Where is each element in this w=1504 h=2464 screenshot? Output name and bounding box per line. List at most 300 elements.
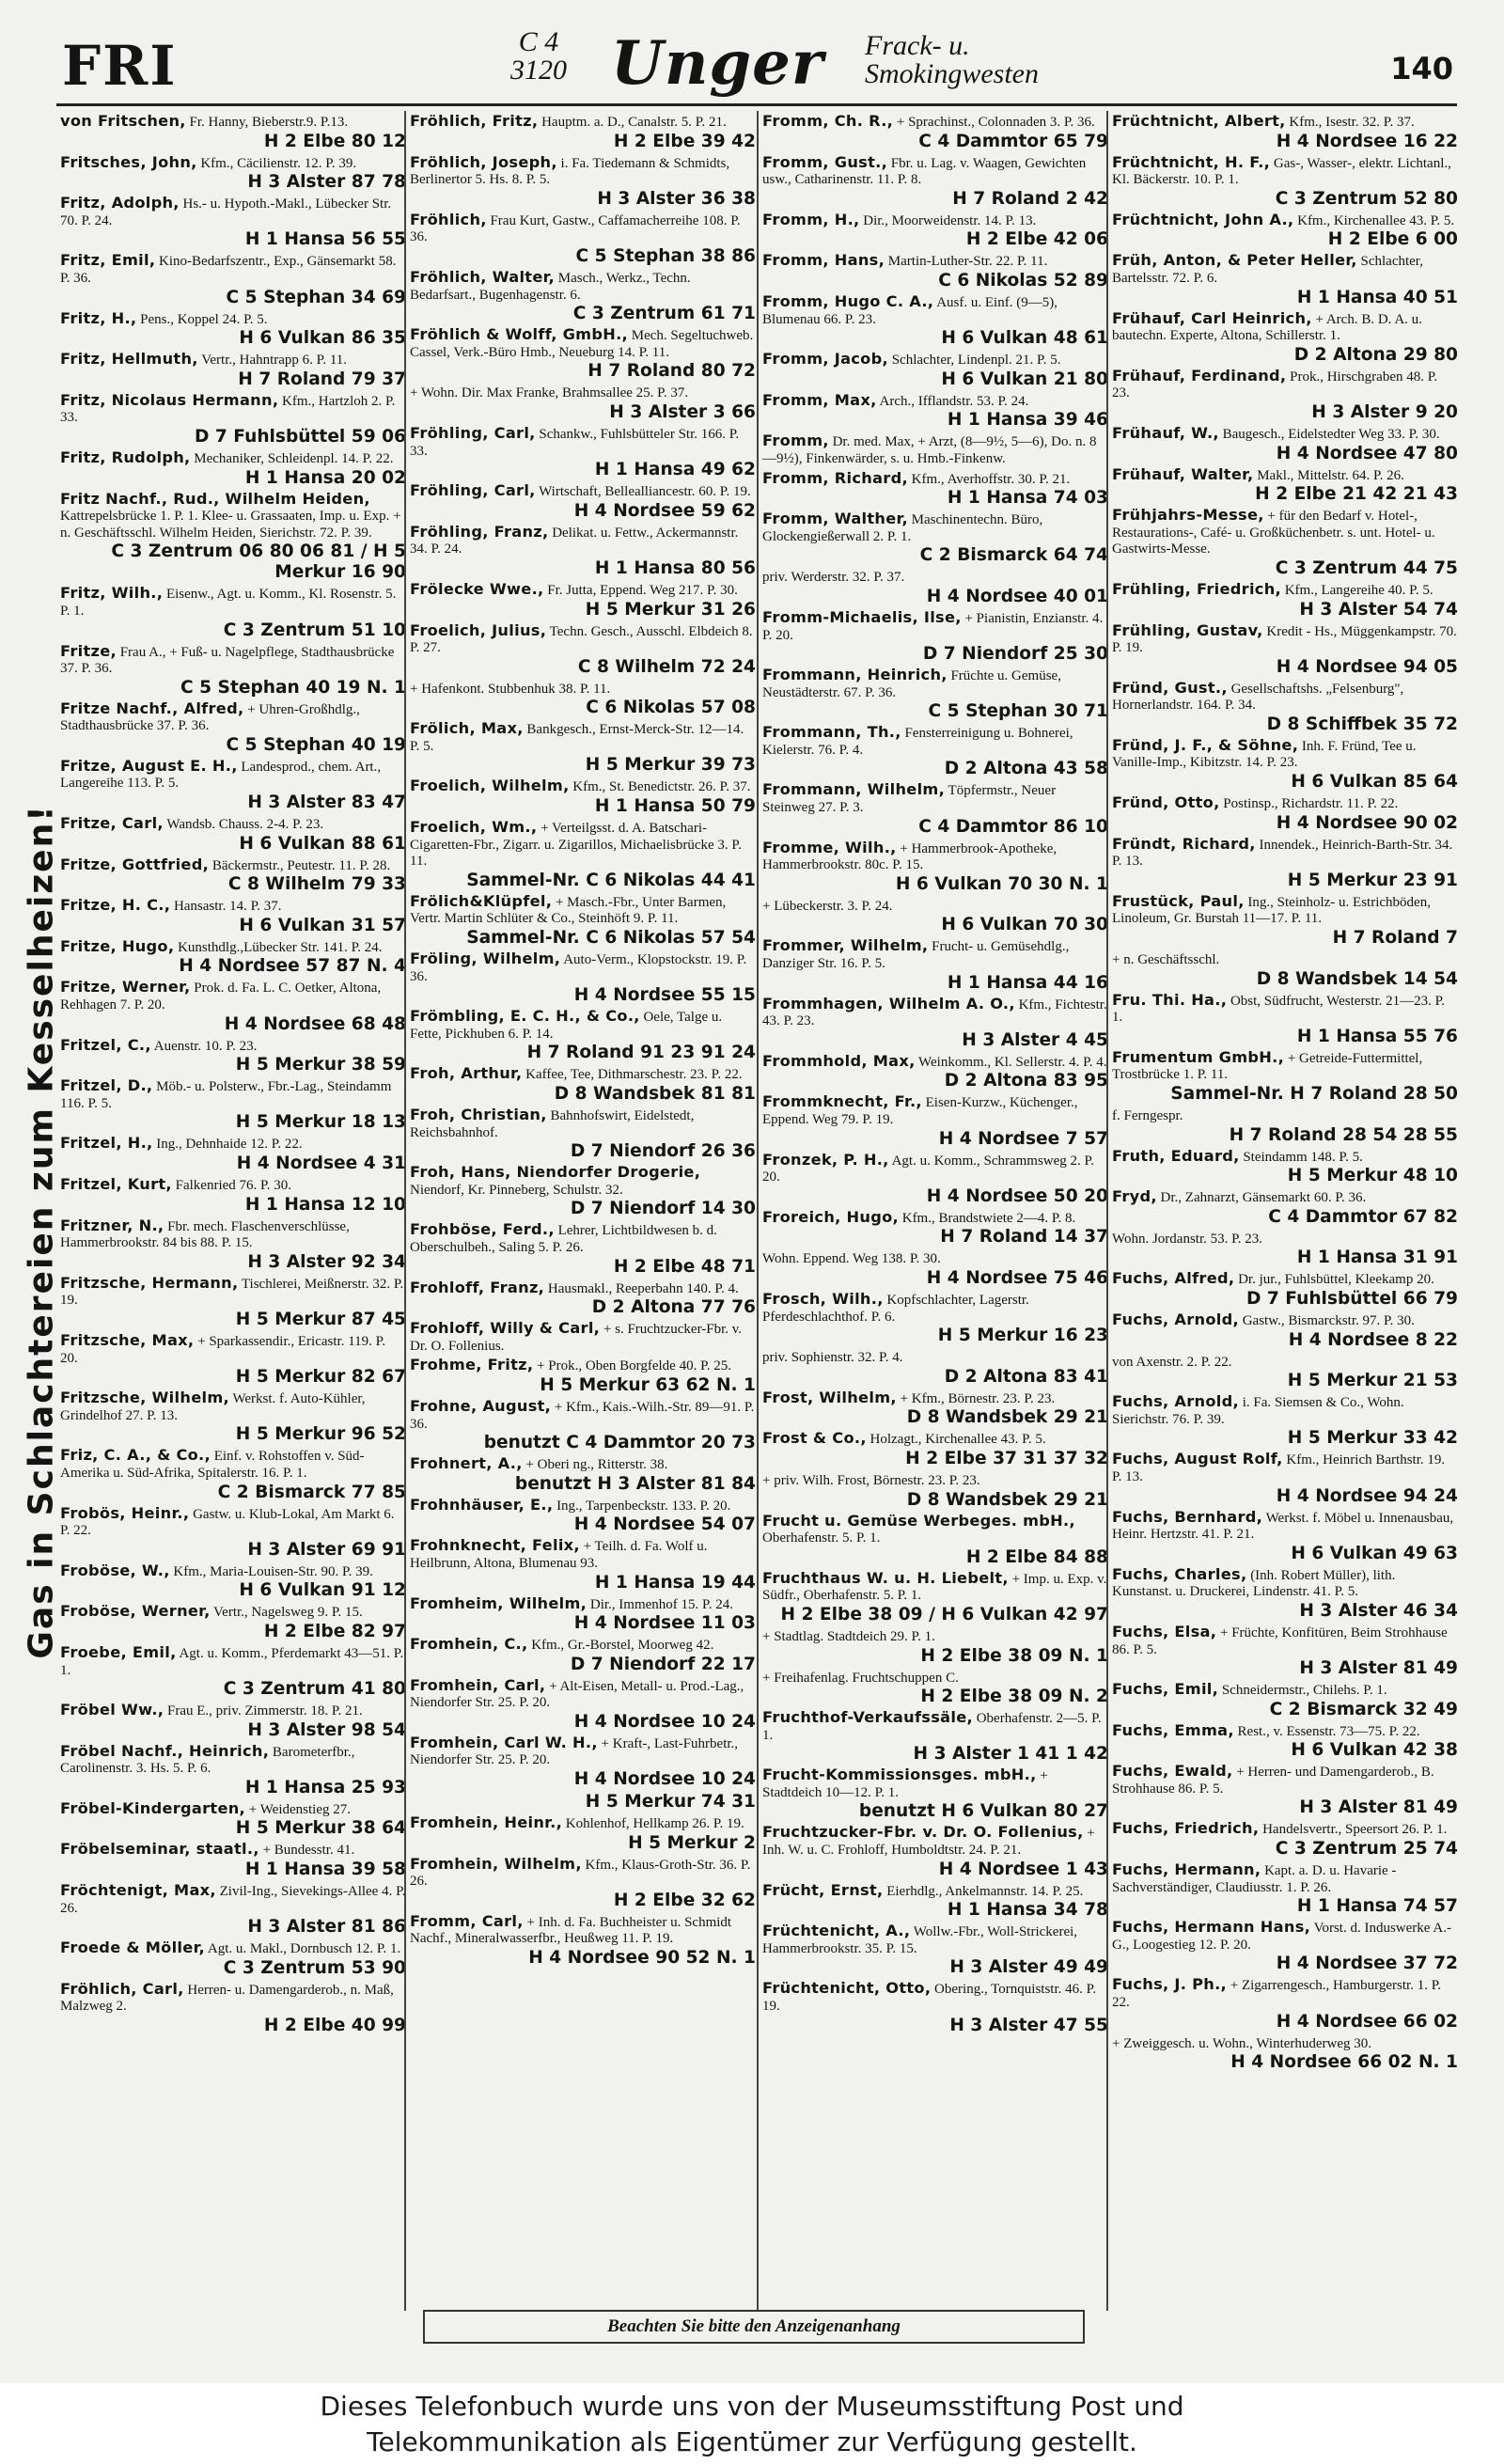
entry-name: Fründ, Gust.,: [1112, 678, 1228, 697]
entry-phone: H 4 Nordsee 59 62: [573, 500, 756, 521]
directory-entry: [762, 252, 1108, 291]
page-number: 140: [1390, 51, 1453, 86]
entry-line: [60, 252, 406, 287]
entry-name: Fromme, Wilh.,: [762, 838, 897, 856]
entry-phone: H 5 Merkur 38 64: [235, 1818, 406, 1839]
entry-name: Fritzel, D.,: [60, 1076, 153, 1095]
entry-name: Fromhein, Wilhelm,: [410, 1854, 582, 1873]
entry-details: + Stadtlag. Stadtdeich 29. P. 1.: [762, 1628, 935, 1644]
entry-details: Agt. u. Makl., Dornbusch 12. P. 1.: [207, 1941, 401, 1957]
entry-line: [410, 1856, 756, 1891]
entry-details: Eierhdlg., Ankelmannstr. 14. P. 25.: [886, 1883, 1084, 1899]
entry-phone: D 8 Wandsbek 29 21: [906, 1489, 1108, 1510]
entry-name: Fröhlich, Joseph,: [410, 152, 557, 171]
entry-line: [410, 1279, 756, 1298]
entry-name: Fuchs, Emma,: [1112, 1720, 1234, 1739]
entry-name: Frumentum GmbH.,: [1112, 1047, 1285, 1066]
entry-phone: H 4 Nordsee 66 02: [1276, 2011, 1458, 2032]
directory-entry: [762, 1882, 1108, 1922]
entry-name: Fröhlich,: [410, 210, 487, 228]
entry-details: Postinsp., Richardstr. 11. P. 22.: [1223, 796, 1399, 812]
entry-line: [60, 1644, 406, 1679]
directory-entry: [1112, 1919, 1458, 1974]
entry-phone: C 8 Wilhelm 72 24: [577, 656, 756, 677]
directory-entry: [762, 1152, 1108, 1207]
entry-line: [410, 1814, 756, 1833]
entry-details: Obst, Südfrucht, Westerstr. 21—23. P. 1.: [1112, 993, 1446, 1026]
directory-entry: [1112, 893, 1458, 949]
directory-entry: [60, 1217, 406, 1273]
directory-entry: [60, 1077, 406, 1133]
entry-phone: H 7 Roland 79 37: [238, 369, 406, 389]
entry-name: Fromm, H.,: [762, 210, 860, 228]
entry-details: + Zweiggesch. u. Wohn., Winterhuderweg 30.: [1112, 2035, 1372, 2051]
entry-phone: H 3 Alster 46 34: [1299, 1600, 1458, 1621]
entry-details: Dir., Immenhof 15. P. 24.: [589, 1596, 733, 1612]
entry-line: [410, 1398, 756, 1433]
directory-entry: [410, 1734, 756, 1790]
entry-details: Frau Kurt, Gastw., Caffamacherreihe 108. P. 36.: [410, 212, 741, 245]
entry-phone: H 3 Alster 9 20: [1311, 401, 1458, 422]
entry-name: Fröhlich, Walter,: [410, 267, 555, 286]
entry-line: [762, 212, 1108, 230]
entry-details: + Inh. d. Fa. Buchheister u. Schmidt Nachf., Mineralwasserfbr., Heußweg 11. P. 19.: [410, 1914, 732, 1947]
entry-phone: C 5 Stephan 40 19: [226, 734, 406, 755]
entry-phone: benutzt C 4 Dammtor 20 73: [483, 1433, 756, 1453]
directory-entry: [410, 819, 756, 891]
entry-details: + Hammerbrook-Apotheke, Hammerbrookstr. 80c. P. 15.: [762, 840, 1058, 873]
entry-line: [762, 1389, 1108, 1408]
directory-entry: [410, 1008, 756, 1063]
entry-name: Froede & Möller,: [60, 1938, 205, 1957]
entry-name: Fritze, H. C.,: [60, 896, 171, 915]
entry-phone: C 8 Wilhelm 79 33: [227, 874, 406, 895]
directory-entry: [410, 1814, 756, 1854]
directory-entry: [1112, 425, 1458, 464]
directory-entry: [60, 449, 406, 489]
entry-line: [762, 1882, 1108, 1901]
entry-phone: H 5 Merkur 39 73: [585, 755, 756, 776]
entry-phone: H 2 Elbe 38 09 N. 1: [920, 1645, 1108, 1666]
entry-name: Fromm, Jacob,: [762, 350, 888, 369]
directory-entry: [762, 667, 1108, 722]
directory-entry: [1112, 1624, 1458, 1679]
entry-details: + Teilh. d. Fa. Wolf u. Heilbrunn, Altona, Blumenau 93.: [410, 1539, 708, 1571]
entry-phone: H 6 Vulkan 70 30 N. 1: [895, 873, 1108, 894]
entry-line: [1112, 893, 1458, 928]
entry-details: Kfm., Heinrich Barthstr. 19. P. 13.: [1112, 1452, 1446, 1484]
directory-entry: [60, 252, 406, 307]
directory-entry: [60, 1841, 406, 1880]
entry-details: f. Ferngespr.: [1112, 1108, 1183, 1123]
directory-entry: [410, 1537, 756, 1593]
entry-name: Froböse, W.,: [60, 1561, 170, 1579]
entry-phone: H 2 Elbe 39 42: [613, 131, 756, 151]
entry-details: Kfm., Averhoffstr. 30. P. 21.: [911, 471, 1071, 487]
entry-phone: H 3 Alster 92 34: [247, 1251, 406, 1272]
ad-firm-name: Unger: [611, 28, 824, 99]
entry-phone: D 7 Niendorf 14 30: [570, 1199, 756, 1219]
entry-name: Frölecke Wwe.,: [410, 579, 544, 598]
entry-name: Fromm, Hugo C. A.,: [762, 291, 934, 310]
directory-entry: [762, 897, 1108, 936]
entry-details: + Prok., Oben Borgfelde 40. P. 25.: [537, 1358, 732, 1374]
entry-phone: H 1 Hansa 44 16: [947, 972, 1108, 993]
entry-phone: H 5 Merkur 48 10: [1287, 1166, 1458, 1186]
entry-phone: H 6 Vulkan 21 80: [941, 369, 1108, 389]
entry-line: [762, 1430, 1108, 1449]
directory-entry: [410, 269, 756, 324]
directory-entry: [60, 758, 406, 813]
entry-phone: H 1 Hansa 34 78: [947, 1900, 1108, 1921]
entry-details: Dr. jur., Fuhlsbüttel, Kleekamp 20.: [1238, 1272, 1434, 1288]
entry-name: Fröbelseminar, staatl.,: [60, 1840, 259, 1859]
directory-entry: [762, 392, 1108, 432]
entry-line: [60, 1077, 406, 1112]
entry-line: [410, 777, 756, 796]
directory-entry: [762, 937, 1108, 993]
entry-details: Makl., Mittelstr. 64. P. 26.: [1257, 467, 1404, 483]
entry-name: Frommer, Wilhelm,: [762, 936, 929, 955]
entry-details: + Lübeckerstr. 3. P. 24.: [762, 898, 893, 914]
entry-line: [60, 1939, 406, 1958]
entry-details: Obering., Tornquiststr. 46. P. 19.: [762, 1982, 1097, 2015]
entry-name: Fröhling, Franz,: [410, 522, 549, 541]
entry-phone: H 2 Elbe 82 97: [263, 1621, 406, 1641]
entry-line: [762, 510, 1108, 545]
entry-details: Bankgesch., Ernst-Merck-Str. 12—14. P. 5.: [410, 722, 744, 754]
directory-entry: [60, 1603, 406, 1642]
entry-details: Werkst. f. Möbel u. Innenausbau, Heinr. Hertzstr. 41. P. 21.: [1112, 1510, 1454, 1543]
entry-details: Martin-Luther-Str. 22. P. 11.: [887, 254, 1048, 270]
directory-entry: [1112, 466, 1458, 506]
entry-line: [762, 1471, 1108, 1490]
entry-name: Fröhlich, Carl,: [60, 1979, 184, 1998]
entry-line: [1112, 581, 1458, 600]
entry-line: [410, 212, 756, 246]
entry-details: + Sprachinst., Colonnaden 3. P. 36.: [896, 115, 1095, 130]
directory-entry: [1112, 1230, 1458, 1269]
directory-entry: [60, 1505, 406, 1561]
directory-entry: [410, 1792, 756, 1813]
entry-details: Falkenried 76. P. 30.: [175, 1178, 291, 1193]
directory-entry: [60, 491, 406, 584]
entry-line: [1112, 2034, 1458, 2053]
entry-details: Ausf. u. Einf. (9—5), Blumenau 66. P. 23.: [762, 294, 1058, 327]
directory-entry: [60, 1743, 406, 1798]
entry-line: [60, 1176, 406, 1195]
entry-phone: H 3 Alster 49 49: [949, 1957, 1108, 1978]
entry-line: [60, 585, 406, 620]
entry-phone: H 6 Vulkan 85 64: [1291, 772, 1458, 793]
entry-name: Fröhlich & Wolff, GmbH.,: [410, 325, 628, 344]
entry-line: [1112, 737, 1458, 772]
entry-line: [410, 425, 756, 460]
entry-phone: C 3 Zentrum 53 90: [223, 1957, 406, 1978]
entry-phone: H 2 Elbe 21 42 21 43: [1255, 484, 1458, 505]
entry-line: [410, 1164, 756, 1199]
entry-phone: H 4 Nordsee 16 22: [1276, 131, 1458, 151]
column-divider: [404, 111, 406, 2311]
directory-entry: [60, 897, 406, 936]
entry-phone: H 6 Vulkan 88 61: [239, 833, 406, 854]
directory-entry: [762, 293, 1108, 349]
entry-name: Frohne, August,: [410, 1396, 552, 1415]
directory-entry: [410, 1856, 756, 1911]
directory-entry: [60, 1939, 406, 1979]
directory-entry: [762, 1093, 1108, 1149]
directory-entry: [410, 1065, 756, 1105]
entry-phone: C 5 Stephan 30 71: [928, 701, 1108, 722]
entry-line: [60, 938, 406, 957]
entry-details: Vertr., Nagelsweg 9. P. 15.: [213, 1605, 363, 1621]
entry-details: Gas-, Wasser-, elektr. Lichtanl., Kl. Bäckerstr. 10. P. 1.: [1112, 155, 1451, 188]
directory-entry: [410, 1398, 756, 1453]
entry-name: Frühauf, Ferdinand,: [1112, 366, 1287, 385]
entry-line: [410, 384, 756, 402]
entry-details: Zivil-Ing., Sievekings-Allee 4. P. 26.: [60, 1884, 406, 1916]
entry-name: Fritz, Rudolph,: [60, 447, 191, 466]
entry-line: [60, 392, 406, 427]
entry-details: + Freihafenlag. Fruchtschuppen C.: [762, 1670, 959, 1686]
entry-line: [410, 326, 756, 361]
entry-line: [1112, 368, 1458, 402]
entry-details: + Arch. B. D. A. u. bautechn. Experte, Altona, Schillerstr. 1.: [1112, 311, 1422, 344]
entry-phone: H 2 Elbe 38 09 / H 6 Vulkan 42 97: [780, 1604, 1108, 1624]
entry-line: [60, 1841, 406, 1860]
entry-phone: H 6 Vulkan 31 57: [239, 915, 406, 935]
entry-details: Fbr. u. Lag. v. Waagen, Gewichten usw., Catharinenstr. 11. P. 8.: [762, 155, 1087, 188]
entry-line: [60, 1505, 406, 1540]
entry-line: [1112, 1763, 1458, 1797]
directory-entry: [1112, 1861, 1458, 1917]
directory-entry: [1112, 1451, 1458, 1506]
entry-line: [60, 1389, 406, 1424]
directory-entry: [410, 1913, 756, 1969]
directory-entry: [60, 1332, 406, 1388]
entry-details: Holzagt., Kirchenallee 43. P. 5.: [870, 1432, 1046, 1448]
entry-name: Fritze, August E. H.,: [60, 756, 238, 775]
entry-line: [1112, 1820, 1458, 1839]
entry-line: [410, 1008, 756, 1043]
entry-line: [1112, 1976, 1458, 2011]
entry-name: Fuchs, August Rolf,: [1112, 1450, 1283, 1468]
entry-line: [1112, 950, 1458, 969]
entry-phone: H 6 Vulkan 49 63: [1291, 1543, 1458, 1563]
entry-phone: C 3 Zentrum 44 75: [1275, 557, 1458, 578]
entry-phone: Sammel-Nr. C 6 Nikolas 44 41: [466, 870, 756, 890]
entry-name: Frohnert, A.,: [410, 1454, 523, 1473]
entry-details: + Verteilgsst. d. A. Batschari-Cigaretten-Fbr., Zigarr. u. Zigarillos, Michaelisbrücke 3. P. 11.: [410, 821, 742, 870]
entry-phone: D 8 Wandsbek 29 21: [906, 1407, 1108, 1428]
entry-line: [762, 1824, 1108, 1859]
entry-line: [60, 897, 406, 916]
directory-entry: [1112, 836, 1458, 891]
entry-phone: C 2 Bismarck 64 74: [919, 545, 1108, 566]
directory-entry: [1112, 581, 1458, 620]
entry-details: + n. Geschäftsschl.: [1112, 952, 1220, 968]
column-divider: [757, 111, 759, 2311]
entry-phone: C 3 Zentrum 25 74: [1275, 1839, 1458, 1860]
entry-line: [410, 950, 756, 985]
entry-line: [762, 1766, 1108, 1801]
directory-entry: [410, 1677, 756, 1733]
entry-details: Niendorf, Kr. Pinneberg, Schulstr. 32.: [410, 1182, 623, 1198]
entry-phone: H 4 Nordsee 75 46: [926, 1267, 1108, 1288]
entry-line: [60, 1037, 406, 1056]
entry-name: Fromm, Max,: [762, 390, 877, 409]
entry-details: + Kfm., Kais.-Wilh.-Str. 89—91. P. 36.: [410, 1399, 755, 1432]
entry-name: Fromm-Michaelis, Ilse,: [762, 607, 962, 626]
entry-details: Oberhafenstr. 2—5. P. 1.: [762, 1711, 1102, 1743]
entry-details: Rest., v. Essenstr. 73—75. P. 22.: [1237, 1723, 1420, 1739]
entry-phone: H 4 Nordsee 8 22: [1288, 1329, 1458, 1350]
entry-name: Fritz Nachf., Rud., Wilhelm Heiden,: [60, 489, 370, 508]
entry-line: [410, 269, 756, 304]
directory-entry: [762, 470, 1108, 510]
entry-phone: H 2 Elbe 84 88: [965, 1546, 1108, 1567]
entry-line: [410, 1357, 756, 1375]
entry-phone: D 8 Schiffbek 35 72: [1266, 714, 1458, 734]
directory-entry: [60, 585, 406, 640]
entry-name: Froelich, Wm.,: [410, 818, 538, 837]
directory-entry: [60, 154, 406, 194]
entry-line: [1112, 425, 1458, 444]
entry-name: Fruth, Eduard,: [1112, 1146, 1240, 1165]
directory-column-3: [762, 113, 1108, 2303]
entry-details: i. Fa. Tiedemann & Schmidts, Berlinertor 5. Hs. 8. P. 5.: [410, 155, 730, 188]
entry-line: [762, 392, 1108, 411]
directory-entry: [1112, 1353, 1458, 1392]
entry-line: [410, 524, 756, 558]
entry-name: Froebe, Emil,: [60, 1642, 177, 1661]
entry-line: [60, 979, 406, 1013]
entry-name: Fritz, Emil,: [60, 251, 156, 270]
entry-details: + Hafenkont. Stubbenhuk 38. P. 11.: [410, 681, 611, 697]
entry-phone: H 4 Nordsee 68 48: [224, 1013, 406, 1034]
directory-entry: [410, 384, 756, 423]
entry-name: Frühauf, W.,: [1112, 423, 1219, 442]
directory-entry: [60, 1389, 406, 1445]
entry-phone: H 5 Merkur 18 13: [235, 1112, 406, 1133]
entry-phone: H 3 Alster 47 55: [949, 2015, 1108, 2035]
entry-details: Pens., Koppel 24. P. 5.: [140, 311, 268, 327]
entry-line: [1112, 1106, 1458, 1125]
entry-name: Fromm,: [762, 432, 829, 450]
entry-details: Eisenw., Agt. u. Komm., Kl. Rosenstr. 5. P. 1.: [60, 587, 397, 619]
entry-line: [410, 622, 756, 657]
entry-name: Fromm, Gust.,: [762, 152, 888, 171]
entry-phone: benutzt H 6 Vulkan 80 27: [858, 1801, 1108, 1822]
entry-name: Fromhein, Heinr.,: [410, 1813, 563, 1832]
entry-line: [1112, 1311, 1458, 1330]
entry-details: Agt. u. Komm., Schrammsweg 2. P. 20.: [762, 1153, 1094, 1185]
entry-phone: H 4 Nordsee 7 57: [938, 1128, 1108, 1149]
entry-details: Werkst. f. Auto-Kühler, Grindelhof 27. P. 13.: [60, 1391, 366, 1423]
entry-name: Frohme, Fritz,: [410, 1356, 534, 1374]
entry-phone: H 4 Nordsee 57 87 N. 4: [179, 956, 406, 977]
directory-entry: [60, 938, 406, 978]
entry-phone: C 2 Bismarck 32 49: [1269, 1699, 1458, 1719]
entry-name: Früchtnicht, H. F.,: [1112, 152, 1271, 171]
entry-details: Steindamm 148. P. 5.: [1243, 1149, 1363, 1165]
entry-name: Fröling, Wilhelm,: [410, 950, 561, 968]
entry-phone: H 5 Merkur 2: [628, 1832, 756, 1853]
directory-entry: [1112, 950, 1458, 990]
entry-name: Fründ, Otto,: [1112, 793, 1220, 812]
directory-entry: [762, 1923, 1108, 1978]
directory-entry: [60, 979, 406, 1034]
footer-line-2: Telekommunikation als Eigentümer zur Verfügung gestellt.: [367, 2426, 1137, 2457]
entry-phone: H 2 Elbe 37 31 37 32: [905, 1448, 1108, 1468]
entry-details: Baugesch., Eidelstedter Weg 33. P. 30.: [1222, 426, 1440, 442]
entry-line: [762, 1513, 1108, 1547]
entry-line: [762, 1053, 1108, 1072]
entry-line: [1112, 1566, 1458, 1601]
entry-details: Frau E., priv. Zimmerstr. 18. P. 21.: [167, 1703, 363, 1719]
entry-name: Fuchs, Ewald,: [1112, 1762, 1233, 1781]
entry-phone: C 6 Nikolas 52 89: [938, 270, 1108, 290]
entry-line: [60, 491, 406, 542]
entry-phone: H 1 Hansa 80 56: [594, 557, 756, 578]
directory-entry: [762, 1669, 1108, 1708]
entry-details: Ing., Dehnhaide 12. P. 22.: [156, 1137, 303, 1153]
entry-details: Kfm., St. Benedictstr. 26. P. 37.: [572, 779, 751, 795]
entry-line: [410, 581, 756, 600]
directory-entry: [60, 1447, 406, 1502]
entry-line: [762, 840, 1108, 874]
ad-code: C 4 3120: [510, 26, 567, 86]
entry-name: Frohloff, Franz,: [410, 1278, 545, 1296]
entry-line: [60, 758, 406, 793]
entry-line: [762, 1152, 1108, 1186]
entry-details: Kaffee, Tee, Dithmarschestr. 23. P. 22.: [525, 1067, 743, 1083]
directory-entry: [1112, 1311, 1458, 1351]
directory-entry: [410, 212, 756, 267]
directory-entry: [60, 1275, 406, 1330]
entry-line: [1112, 252, 1458, 287]
header-advertisement: [446, 26, 1086, 102]
entry-line: [762, 937, 1108, 972]
entry-name: Fritz, H.,: [60, 308, 137, 327]
entry-details: + Bundesstr. 41.: [262, 1843, 355, 1859]
entry-details: Techn. Gesch., Ausschl. Elbdeich 8. P. 27.: [410, 623, 753, 656]
entry-name: Fritzel, C.,: [60, 1035, 151, 1054]
entry-phone: H 6 Vulkan 91 12: [239, 1580, 406, 1601]
directory-entry: [1112, 113, 1458, 152]
entry-name: Fromm, Hans,: [762, 251, 885, 270]
entry-details: Herren- u. Damengarderob., n. Maß, Malzweg 2.: [60, 1982, 394, 2015]
entry-name: Frühauf, Walter,: [1112, 464, 1254, 483]
entry-details: Kfm., Cäcilienstr. 12. P. 39.: [200, 155, 357, 171]
directory-entry: [410, 482, 756, 522]
directory-entry: [762, 1430, 1108, 1469]
directory-entry: [60, 856, 406, 896]
entry-name: Fuchs, Friedrich,: [1112, 1819, 1260, 1838]
entry-name: Froh, Arthur,: [410, 1064, 523, 1083]
entry-line: [60, 1882, 406, 1917]
entry-name: Frommhold, Max,: [762, 1051, 916, 1070]
entry-name: Fröbel Nachf., Heinrich,: [60, 1741, 270, 1760]
entry-phone: H 1 Hansa 74 03: [947, 488, 1108, 509]
entry-phone: H 4 Nordsee 40 01: [926, 586, 1108, 606]
entry-details: Schlachter, Bartelsstr. 72. P. 6.: [1112, 254, 1423, 286]
entry-line: [1112, 1230, 1458, 1248]
entry-line: [762, 470, 1108, 489]
entry-name: Fronzek, P. H.,: [762, 1150, 889, 1169]
entry-details: Frucht- u. Gemüsehdlg., Danziger Str. 16. P. 5.: [762, 939, 1070, 972]
entry-phone: H 5 Merkur 87 45: [235, 1309, 406, 1329]
